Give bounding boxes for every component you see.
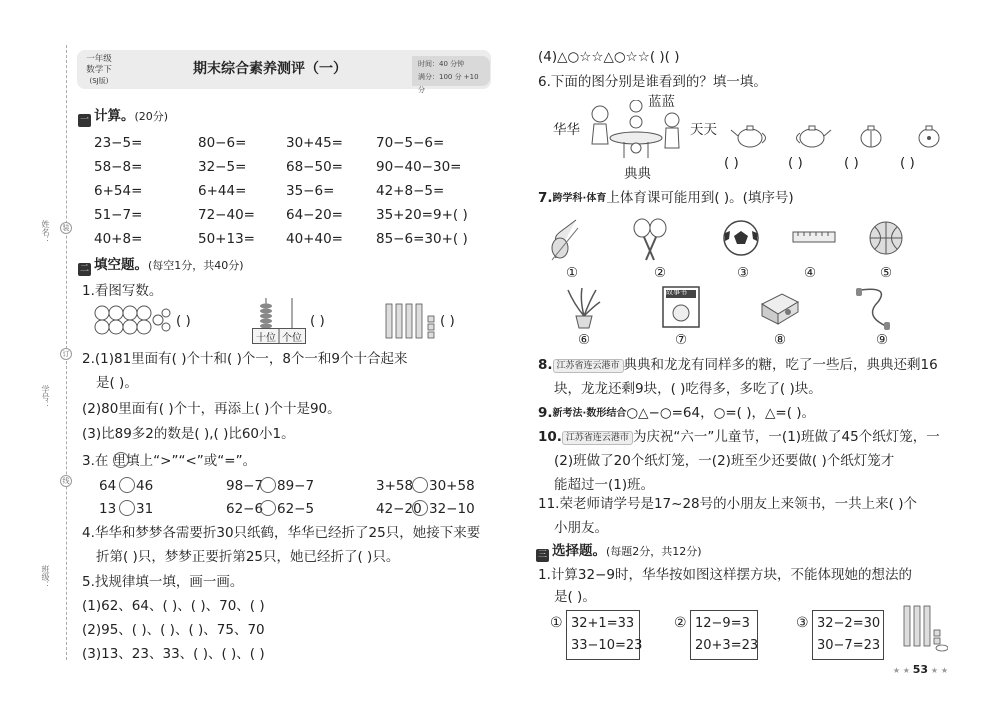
compare-right: 30+58 [429,478,475,494]
compare-circle-example [113,452,129,468]
compare-right: 89−7 [277,478,315,494]
soccer-ball-icon [722,219,760,257]
compare-left: 64 [99,478,117,494]
student-id-label: 学号： [41,385,50,409]
calc-item: 40+40= [286,231,343,247]
rods-picture [384,302,440,340]
compare-circle[interactable] [260,500,276,516]
calc-item: 90−40−30= [376,159,462,175]
calc-item: 68−50= [286,159,343,175]
kids-table-picture [580,100,692,162]
option-2-number: ② [674,615,687,631]
circles-picture [92,303,172,337]
q7-item-label: ⑦ [675,332,688,348]
ruler-icon [792,230,836,244]
q2-1-blank-1[interactable]: ( ) [176,313,191,329]
page-title: 期末综合素养测评（一） [193,61,347,77]
q2-5-2: (2)95、( )、( )、( )、75、70 [82,622,265,638]
header-grade-block [82,54,116,87]
calc-item: 30+45= [286,135,343,151]
q9-text: ○△−○=64，○=( )，△=( )。 [626,405,816,421]
teapot-view-4 [914,123,944,149]
option-3-line-1: 32−2=30 [817,616,881,631]
q2-1-blank-3[interactable]: ( ) [440,313,455,329]
calc-item: 72−40= [198,207,255,223]
q2-2-line-1: 2.(1)81里面有( )个十和( )个一，8个一和9个十合起来 [82,351,408,367]
q10-number: 10. [538,429,562,445]
q7-item-label: ② [654,265,667,281]
q8-text-1: 典典和龙龙有同样多的糖，吃了一些后，典典还剩16 [623,357,938,373]
q7-item-label: ① [566,265,579,281]
option-2-line-1: 12−9=3 [695,616,750,631]
q8-tag: 江苏省连云港市 [553,359,624,373]
q10-text-1: 为庆祝“六一”儿童节，一(1)班做了45个纸灯笼，一 [632,429,940,445]
header-info [412,56,490,94]
q2-1-text: 1.看图写数。 [82,283,163,299]
option-3-box[interactable] [812,610,884,660]
star-decoration-right: ★ ★ [928,666,948,675]
grade-label: 一年级 [86,54,112,64]
compare-left: 98−7 [226,478,264,494]
q10-line-2: (2)班做了20个纸灯笼，一(2)班至少还要做( )个纸灯笼才 [554,453,895,469]
badminton-rackets-icon [630,218,670,262]
calc-item: 80−6= [198,135,247,151]
option-3-line-2: 30−7=23 [817,638,881,653]
option-1-line-1: 32+1=33 [571,616,635,631]
section-2-heading [78,256,244,276]
section-2-title: 填空题。 [94,257,148,273]
calc-item: 23−5= [94,135,143,151]
page-number-footer [893,663,948,676]
diandian-label: 典典 [624,166,651,182]
section-3-heading [536,542,702,562]
section-1-points: (20分) [134,110,169,123]
q6-blank-1[interactable]: ( ) [724,155,739,171]
q6-text: 6.下面的图分别是谁看到的？填一填。 [538,74,767,90]
q8-number: 8. [538,357,553,373]
teapot-view-2 [792,123,832,149]
q2-3-text: 3.在 里填上“>”“<”或“=”。 [82,453,257,469]
pencil-sharpener-icon [758,290,802,326]
section-1-heading [78,107,168,127]
q7-item-label: ③ [737,265,750,281]
potted-plant-icon [566,286,602,330]
q2-5-4: (4)△○☆☆△○☆☆( )( ) [538,49,680,65]
storybook-title: 故事书 [666,288,687,296]
star-decoration-left: ★ ★ [892,666,913,675]
q2-2-line-4: (3)比89多2的数是( ),( )比60小1。 [82,426,295,442]
option-2-line-2: 20+3=23 [695,638,759,653]
q2-4-line-1: 4.华华和梦梦各需要折30只纸鹤，华华已经折了25只，她接下来要 [82,525,481,541]
q11-line-1: 11.荣老师请学号是17~28号的小朋友上来领书，一共上来( )个 [538,496,917,512]
subject-label: 数学下 [86,65,112,75]
q6-blank-4[interactable]: ( ) [900,155,915,171]
blocks-picture [902,604,948,654]
compare-left: 62−6 [226,501,264,517]
section-2-points: (每空1分，共40分) [148,259,244,272]
q7-item-label: ⑧ [774,332,787,348]
basketball-icon [868,220,904,256]
q7-item-label: ④ [804,265,817,281]
calc-item: 32−5= [198,159,247,175]
compare-circle[interactable] [412,500,428,516]
calc-item: 50+13= [198,231,255,247]
jump-rope-icon [854,286,894,330]
calc-item: 64−20= [286,207,343,223]
seal-mark-2: 订 [60,348,72,360]
huahua-label: 华华 [553,122,580,138]
q2-1-blank-2[interactable]: ( ) [310,313,325,329]
name-label: 姓名： [41,220,50,244]
option-1-box[interactable] [566,610,643,660]
edition-label: (SJ版) [89,77,109,85]
section-2-icon: 二 [79,264,89,274]
q10-tag: 江苏省连云港市 [562,431,633,445]
seal-mark-1: 装 [60,222,72,234]
q6-blank-3[interactable]: ( ) [844,155,859,171]
calc-item: 70−5−6= [376,135,445,151]
compare-left: 3+58 [376,478,414,494]
s3-q1-line-2: 是( )。 [554,589,596,605]
q11-line-2: 小朋友。 [554,520,608,536]
compare-right: 46 [136,478,154,494]
q6-blank-2[interactable]: ( ) [788,155,803,171]
section-1-title: 计算。 [94,108,135,124]
q10-line-1 [538,428,940,446]
q2-5-3: (3)13、23、33、( )、( )、( ) [82,646,265,662]
calc-item: 51−7= [94,207,143,223]
q2-5-text: 5.找规律填一填，画一画。 [82,574,244,590]
score-label: 满分：100 分 +10 分 [418,73,479,94]
compare-right: 31 [136,501,154,517]
q7-item-label: ⑥ [578,332,591,348]
compare-circle[interactable] [119,500,135,516]
page-number: 53 [912,663,929,676]
q9-tag: 新考法·数形结合 [552,408,627,419]
q7-text: 上体育课可能用到( )。(填序号) [606,190,794,206]
option-2-box[interactable] [690,610,758,660]
q9-line [538,404,815,423]
q2-4-line-2: 折第( )只，梦梦正要折第25只，她已经折了( )只。 [96,549,400,565]
violin-icon [548,218,584,262]
q9-number: 9. [538,405,553,421]
compare-left: 42−20 [376,501,422,517]
calc-item: 85−6=30+( ) [376,231,468,247]
abacus-tens-label: 十位 [256,333,276,344]
tiantian-label: 天天 [690,122,717,138]
calc-item: 35−6= [286,183,335,199]
option-1-number: ① [550,615,563,631]
abacus-ones-label: 个位 [282,333,302,344]
calc-item: 6+44= [198,183,247,199]
q7-tag: 跨学科·体育 [552,193,607,204]
lanlan-label: 蓝蓝 [648,94,675,110]
teapot-view-3 [856,123,886,149]
compare-right: 62−5 [277,501,315,517]
class-label: 班级： [41,565,50,589]
q2-2-line-3: (2)80里面有( )个十，再添上( )个十是90。 [82,401,341,417]
q7-item-label: ⑨ [876,332,889,348]
option-3-number: ③ [796,615,809,631]
compare-circle[interactable] [119,477,135,493]
calc-item: 35+20=9+( ) [376,207,468,223]
q8-line-2: 块，龙龙还剩9块，( )吃得多，多吃了( )块。 [554,381,822,397]
teapot-view-1 [730,123,770,149]
section-1-icon: 一 [79,115,89,125]
section-3-points: (每题2分，共12分) [606,545,702,558]
calc-item: 6+54= [94,183,143,199]
compare-circle[interactable] [260,477,276,493]
calc-item: 42+8−5= [376,183,445,199]
q2-5-1: (1)62、64、( )、( )、70、( ) [82,598,265,614]
q8-line-1 [538,356,938,374]
seal-mark-3: 线 [60,475,72,487]
q7-line [538,189,794,208]
compare-right: 32−10 [429,501,475,517]
option-1-line-2: 33−10=23 [571,638,643,653]
compare-circle[interactable] [412,477,428,493]
section-3-icon: 三 [537,550,547,560]
calc-item: 58−8= [94,159,143,175]
calc-item: 40+8= [94,231,143,247]
s3-q1-line-1: 1.计算32−9时，华华按如图这样摆方块，不能体现她的想法的 [538,567,912,583]
q7-number: 7. [538,190,553,206]
q10-line-3: 能超过一(1)班。 [554,477,655,493]
section-3-title: 选择题。 [552,543,606,559]
compare-left: 13 [99,501,117,517]
q7-item-label: ⑤ [880,265,893,281]
time-label: 时间：40 分钟 [418,60,465,68]
q2-2-line-2: 是( )。 [96,375,138,391]
